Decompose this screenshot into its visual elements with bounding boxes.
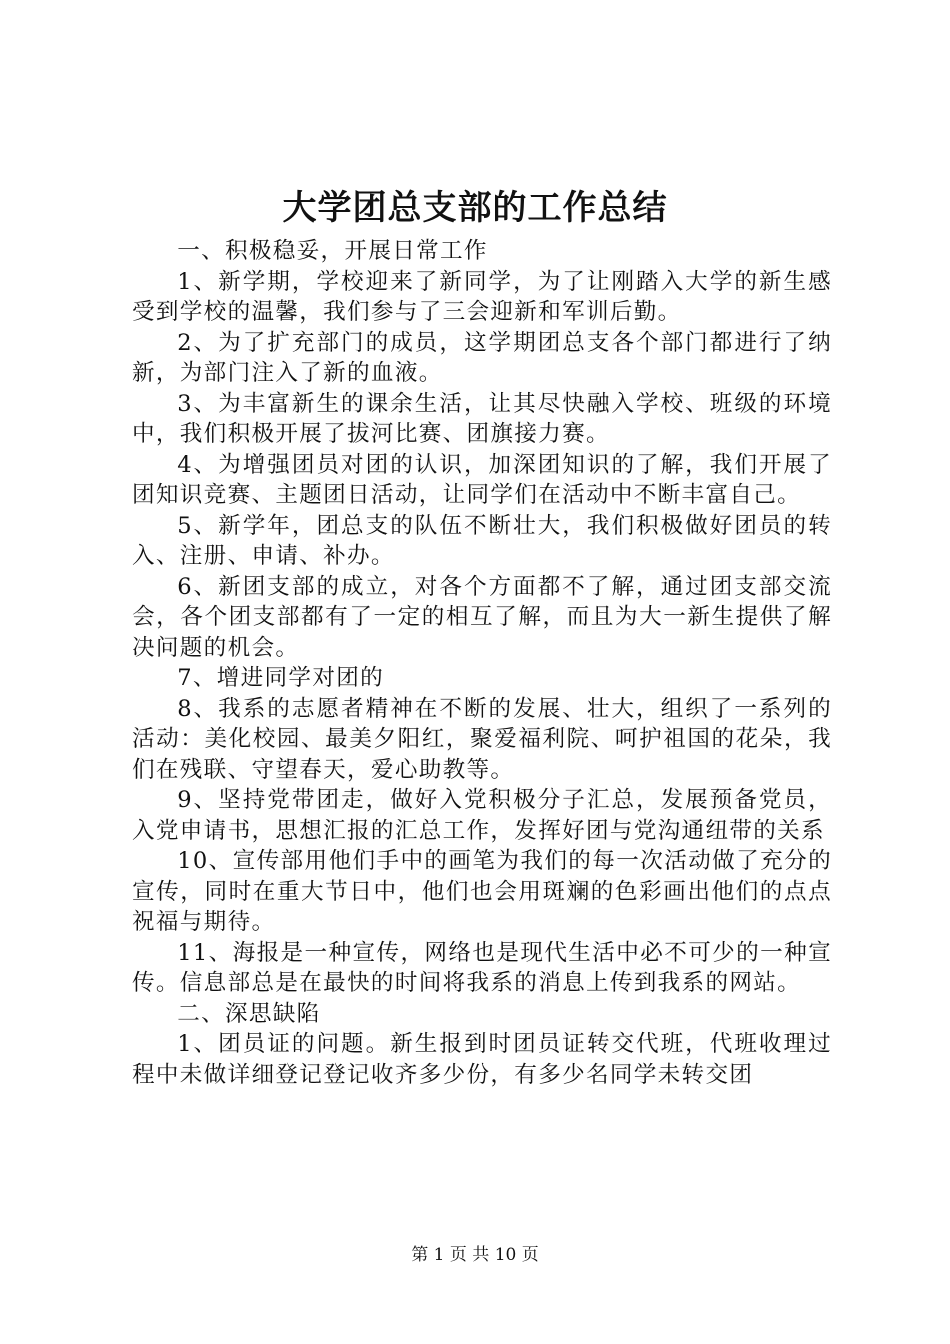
page-number-footer: 第 1 页 共 10 页 bbox=[411, 1245, 539, 1265]
paragraph: 3、为丰富新生的课余生活，让其尽快融入学校、班级的环境中，我们积极开展了拔河比赛、团旗接力赛。 bbox=[132, 390, 832, 447]
paragraph: 2、为了扩充部门的成员，这学期团总支各个部门都进行了纳新，为部门注入了新的血液。 bbox=[132, 329, 832, 386]
paragraph: 5、新学年，团总支的队伍不断壮大，我们积极做好团员的转入、注册、申请、补办。 bbox=[132, 512, 832, 569]
paragraph: 4、为增强团员对团的认识，加深团知识的了解，我们开展了团知识竞赛、主题团日活动，让同学们在活动中不断丰富自己。 bbox=[132, 451, 832, 508]
paragraph: 11、海报是一种宣传，网络也是现代生活中必不可少的一种宣传。信息部总是在最快的时间将我系的消息上传到我系的网站。 bbox=[132, 939, 832, 996]
document-title: 大学团总支部的工作总结 bbox=[282, 188, 668, 228]
paragraph: 1、团员证的问题。新生报到时团员证转交代班，代班收理过程中未做详细登记登记收齐多少份，有多少名同学未转交团 bbox=[132, 1031, 832, 1088]
paragraph: 6、新团支部的成立，对各个方面都不了解，通过团支部交流会，各个团支部都有了一定的相互了解，而且为大一新生提供了解决问题的机会。 bbox=[132, 573, 832, 661]
paragraph: 10、宣传部用他们手中的画笔为我们的每一次活动做了充分的宣传，同时在重大节日中，他们也会用斑斓的色彩画出他们的点点祝福与期待。 bbox=[132, 848, 832, 935]
paragraph: 8、我系的志愿者精神在不断的发展、壮大，组织了一系列的活动：美化校园、最美夕阳红，聚爱福利院、呵护祖国的花朵，我们在残联、守望春天，爱心助教等。 bbox=[132, 695, 832, 783]
section-heading: 二、深思缺陷 bbox=[177, 1000, 321, 1027]
paragraph: 9、坚持党带团走，做好入党积极分子汇总，发展预备党员，入党申请书，思想汇报的汇总工作，发挥好团与党沟通纽带的关系 bbox=[132, 787, 832, 844]
paragraph: 7、增进同学对团的 bbox=[177, 665, 385, 691]
paragraph: 1、新学期，学校迎来了新同学，为了让刚踏入大学的新生感受到学校的温馨，我们参与了三会迎新和军训后勤。 bbox=[132, 268, 832, 325]
document-body bbox=[132, 236, 832, 1090]
section-heading: 一、积极稳妥，开展日常工作 bbox=[177, 238, 488, 264]
